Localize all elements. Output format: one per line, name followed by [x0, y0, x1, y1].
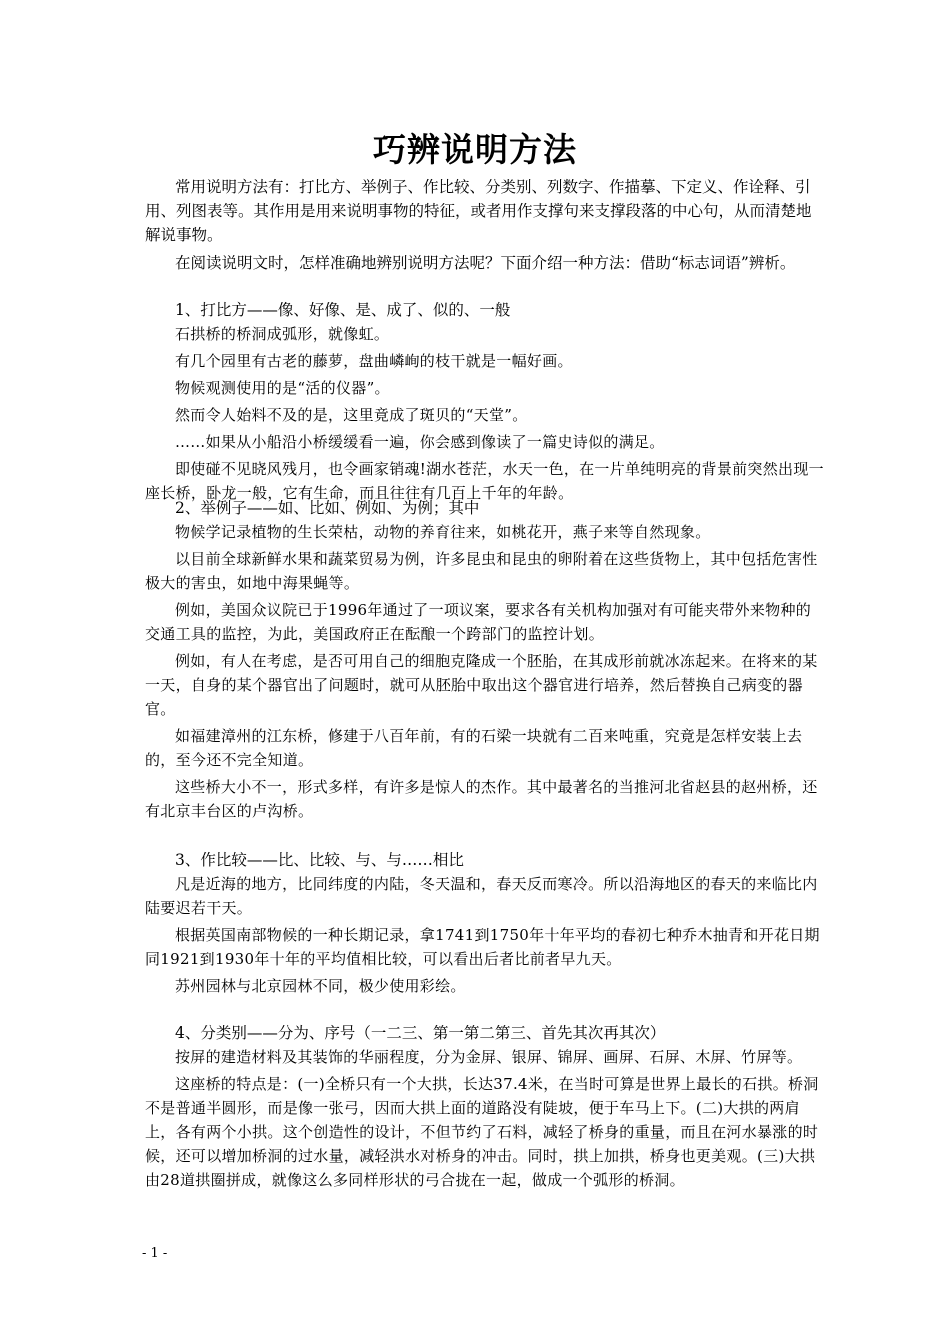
example-sentence: 这些桥大小不一，形式多样，有许多是惊人的杰作。其中最著名的当推河北省赵县的赵州桥，还有北京丰台区的卢沟桥。	[145, 778, 818, 820]
section-comparison	[145, 848, 825, 998]
example-sentence: 然而令人始料不及的是，这里竟成了斑贝的“天堂”。	[175, 406, 528, 424]
section-classification	[145, 1021, 825, 1192]
section-heading: 2、举例子——如、比如、例如、为例；其中	[175, 499, 480, 517]
example-sentence: 例如，有人在考虑，是否可用自己的细胞克隆成一个胚胎，在其成形前就冰冻起来。在将来的某一天，自身的某个器官出了问题时，就可从胚胎中取出这个器官进行培养，然后替换自己病变的器官。	[145, 652, 818, 718]
section-examples	[145, 496, 825, 823]
example-sentence: 以目前全球新鲜水果和蔬菜贸易为例，许多昆虫和昆虫的卵附着在这些货物上，其中包括危害性极大的害虫，如地中海果蝇等。	[145, 550, 818, 592]
section-heading: 1、打比方——像、好像、是、成了、似的、一般	[175, 301, 511, 319]
example-sentence: 按屏的建造材料及其装饰的华丽程度，分为金屏、银屏、锦屏、画屏、石屏、木屏、竹屏等。	[175, 1048, 803, 1066]
section-analogy	[145, 298, 825, 505]
example-sentence: 即使碰不见晓风残月，也令画家销魂!湖水苍茫，水天一色，在一片单纯明亮的背景前突然出现一座长桥，卧龙一般，它有生命，而且往往有几百上千年的年龄。	[145, 460, 824, 502]
example-sentence: 石拱桥的桥洞成弧形，就像虹。	[175, 325, 390, 343]
page-title: 巧辨说明方法	[373, 130, 577, 169]
intro-paragraph: 在阅读说明文时，怎样准确地辨别说明方法呢？下面介绍一种方法：借助“标志词语”辨析。	[175, 254, 796, 272]
example-sentence: 根据英国南部物候的一种长期记录，拿1741到1750年十年平均的春初七种乔木抽青和开花日期同1921到1930年十年的平均值相比较，可以看出后者比前者早九天。	[145, 926, 820, 968]
example-sentence: ……如果从小船沿小桥缓缓看一遍，你会感到像读了一篇史诗似的满足。	[175, 433, 665, 451]
example-sentence: 凡是近海的地方，比同纬度的内陆，冬天温和，春天反而寒冷。所以沿海地区的春天的来临比内陆要迟若干天。	[145, 875, 818, 917]
example-sentence: 这座桥的特点是：(一)全桥只有一个大拱，长达37.4米，在当时可算是世界上最长的石拱。桥洞不是普通半圆形，而是像一张弓，因而大拱上面的道路没有陡坡，便于车马上下。(二)大拱的两肩上，各有两个小拱。这个创造性的设计，不但节约了石料，减轻了桥身的重量，而且在河水暴涨的时候，还可以增加桥洞的过水量，减轻洪水对桥身的冲击。同时，拱上加拱，桥身也更美观。(三)大拱由28道拱圈拼成，就像这么多同样形状的弓合拢在一起，做成一个弧形的桥洞。	[145, 1075, 819, 1189]
example-sentence: 例如，美国众议院已于1996年通过了一项议案，要求各有关机构加强对有可能夹带外来物种的交通工具的监控，为此，美国政府正在酝酿一个跨部门的监控计划。	[145, 601, 812, 643]
example-sentence: 有几个园里有古老的藤萝，盘曲嶙峋的枝干就是一幅好画。	[175, 352, 573, 370]
page-number: - 1 -	[142, 1246, 168, 1261]
intro-paragraph: 常用说明方法有：打比方、举例子、作比较、分类别、列数字、作描摹、下定义、作诠释、引用、列图表等。其作用是用来说明事物的特征，或者用作支撑句来支撑段落的中心句，从而清楚地解说事物。	[145, 178, 812, 244]
example-sentence: 物候学记录植物的生长荣枯，动物的养育往来，如桃花开，燕子来等自然现象。	[175, 523, 711, 541]
example-sentence: 苏州园林与北京园林不同，极少使用彩绘。	[175, 977, 466, 995]
section-heading: 4、分类别——分为、序号（一二三、第一第二第三、首先其次再其次）	[175, 1024, 666, 1042]
intro	[145, 175, 825, 275]
example-sentence: 如福建漳州的江东桥，修建于八百年前，有的石梁一块就有二百来吨重，究竟是怎样安装上去的，至今还不完全知道。	[145, 727, 803, 769]
section-heading: 3、作比较——比、比较、与、与……相比	[175, 851, 464, 869]
example-sentence: 物候观测使用的是“活的仪器”。	[175, 379, 390, 397]
